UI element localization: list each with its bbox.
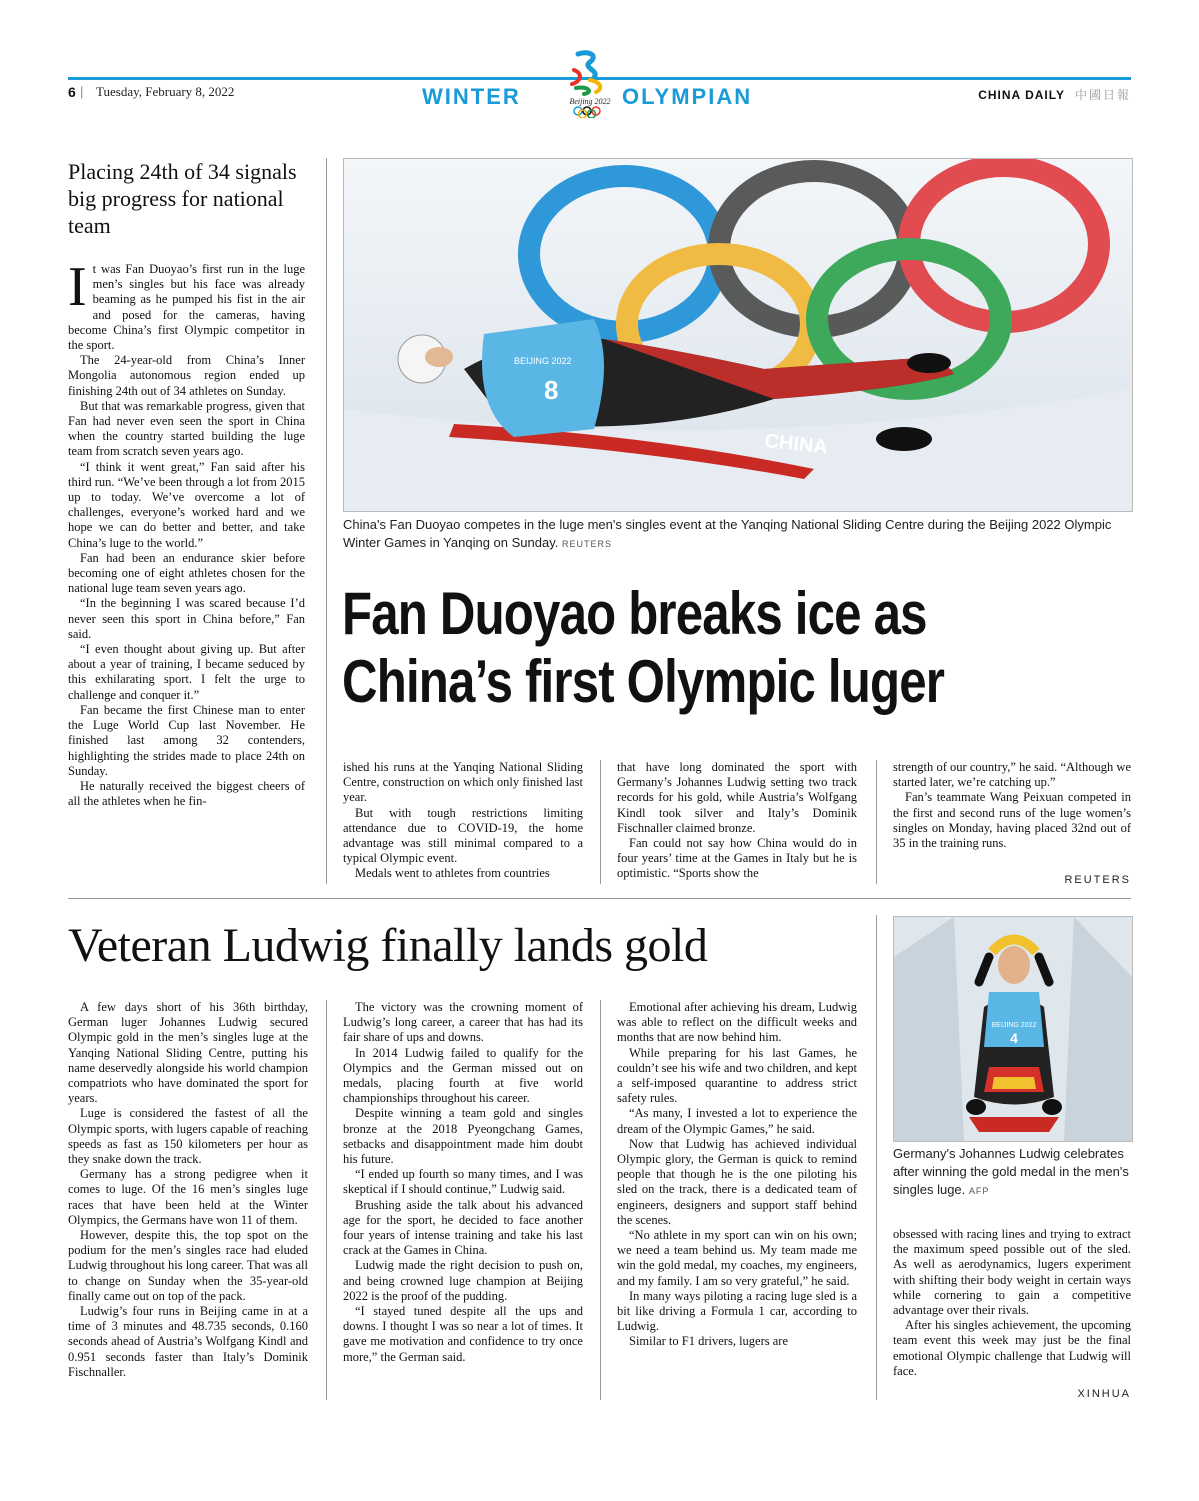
- story2-paragraph: Emotional after achieving his dream, Ludwig was able to reflect on the difficult weeks and months that are now behind him.: [617, 1000, 857, 1045]
- story2-column-3: [617, 1000, 857, 1350]
- story2-paragraph: “I ended up fourth so many times, and I was skeptical if I should continue,” Ludwig said.: [343, 1167, 583, 1197]
- story1-paragraph: that have long dominated the sport with Germany’s Johannes Ludwig setting two track records for his gold, while Austria’s Wolfgang Kindl took silver and Italy’s Dominik Fischnaller claimed bronze.: [617, 760, 857, 835]
- newspaper-name-cn: 中國日報: [1074, 88, 1131, 102]
- story2-paragraph: Ludwig made the right decision to push on, and being crowned luge champion at Beijing 2022 is the proof of the pudding.: [343, 1258, 583, 1303]
- ludwig-bib-number: 4: [1010, 1030, 1018, 1046]
- story1-column-1: [68, 256, 305, 809]
- story2-paragraph: In 2014 Ludwig failed to qualify for the Olympics and the German missed out on medals, placing fourth at five world championships throughout his career.: [343, 1045, 583, 1106]
- column-rule: [326, 158, 327, 884]
- story2-paragraph: “No athlete in my sport can win on his own; we need a team behind us. My team made me win the gold medal, my coaches, my engineers, and my family. I am so very grateful,” he said.: [617, 1228, 857, 1288]
- story2-photo: [893, 916, 1133, 1142]
- story2-paragraph: However, despite this, the top spot on the podium for the men’s singles race had eluded Ludwig throughout his long career. That was all to change on Sunday when the 35-year-old finally came out on top of the pack.: [68, 1228, 308, 1303]
- story1-headline: [342, 580, 990, 716]
- story2-paragraph: obsessed with racing lines and trying to extract the maximum speed possible out of the sled. As well as aerodynamics, lugers experiment with shifting their body weight in certain ways while cornering to gain a competitive advantage over their rivals.: [893, 1227, 1131, 1318]
- page-date: Tuesday, February 8, 2022: [96, 84, 235, 99]
- story1-column-2: [343, 760, 583, 882]
- column-rule: [326, 1000, 327, 1400]
- story2-paragraph: Now that Ludwig has achieved individual Olympic glory, the German is quick to remind people that though he is the one piloting his sled on the track, there is a dedicated team of engineers, designers and support staff behind the scenes.: [617, 1136, 857, 1227]
- story1-paragraph: Fan could not say how China would do in four years’ time at the Games in Italy but he is optimistic. “Sports show the: [617, 836, 857, 881]
- story1-paragraph: He naturally received the biggest cheers of all the athletes when he fin-: [68, 778, 305, 809]
- beijing-2022-emblem: [560, 48, 620, 118]
- story2-paragraph: Similar to F1 drivers, lugers are: [629, 1334, 788, 1349]
- story1-paragraph: It was Fan Duoyao’s first run in the luge men’s singles but his face was already beaming as he pumped his fist in the air and posed for the cameras, having become China’s first Olympic competitor in the sport.: [68, 256, 305, 353]
- story2-photo-caption: Germany's Johannes Ludwig celebrates after winning the gold medal in the men's singles luge. AFP: [893, 1146, 1129, 1197]
- story2-photo-credit: AFP: [968, 1186, 990, 1196]
- story1-paragraph: strength of our country,” he said. “Although we started later, we’re catching up.”: [893, 760, 1131, 790]
- story1-column-3: [617, 760, 857, 882]
- header-divider: |: [80, 84, 84, 99]
- column-rule: [600, 1000, 601, 1400]
- story2-paragraph: Ludwig’s four runs in Beijing came in at a time of 3 minutes and 48.735 seconds, 0.160 seconds ahead of Austria’s Wolfgang Kindl and 0.951 seconds faster than Italy’s Dominik Fischnaller.: [68, 1304, 308, 1379]
- newspaper-name: CHINA DAILY: [978, 88, 1065, 102]
- story2-paragraph: Despite winning a team gold and singles bronze at the 2018 Pyeongchang Games, setbacks and disappointment made him doubt his future.: [343, 1106, 583, 1167]
- story1-photo-credit: REUTERS: [561, 539, 612, 549]
- newspaper-masthead: [978, 86, 1131, 103]
- story1-paragraph: “In the beginning I was scared because I’d never seen this sport in China before,” Fan said.: [68, 596, 305, 641]
- story1-paragraph: “I think it went great,” Fan said after his third run. “We’ve been through a lot from 2015 up to today. We’ve overcome a lot of challenges, everyone’s worked hard and we hope we can do better and better, and take China’s luge to the world.”: [68, 459, 305, 550]
- story1-headline-line1: Fan Duoyao breaks ice as: [342, 580, 927, 647]
- story1-headline-line2: China’s first Olympic luger: [342, 648, 945, 715]
- story1-paragraph: Fan had been an endurance skier before becoming one of eight athletes chosen for the national luge team seven years ago.: [68, 550, 305, 596]
- story1-photo: [343, 158, 1133, 512]
- story1-byline: REUTERS: [1064, 874, 1131, 886]
- story2-column-1: [68, 1000, 308, 1380]
- story2-paragraph: Germany has a strong pedigree when it comes to luge. Of the 16 men’s singles luge races that have been held at the Winter Olympics, the Germans have won 11 of them.: [68, 1167, 308, 1227]
- suit-text: CHINA: [763, 430, 829, 459]
- story2-paragraph: A few days short of his 36th birthday, German luger Johannes Ludwig secured Olympic gold in the men’s singles luge at the Yanqing National Sliding Centre, putting his name deservedly alongside his world champion compatriots who have dominated the sport for years.: [68, 1000, 308, 1106]
- story1-paragraph: “I even thought about giving up. But after about a year of training, I became seduced by this exhilarating sport. I felt the urge to challenge and conquer it.”: [68, 642, 305, 702]
- column-rule: [876, 915, 877, 1400]
- story1-paragraph: The 24-year-old from China’s Inner Mongolia autonomous region ended up finishing 24th out of 34 athletes on Sunday.: [68, 353, 305, 398]
- column-rule: [876, 760, 877, 884]
- section-title-left: WINTER: [422, 84, 521, 109]
- column-rule: [600, 760, 601, 884]
- bib-number: 8: [544, 375, 559, 405]
- story1-paragraph: Fan became the first Chinese man to enter the Luge World Cup last November. He finished last among 32 contenders, highlighting the strides made to place 24th on Sunday.: [68, 702, 305, 778]
- drop-cap: I: [68, 256, 87, 318]
- story2-column-4: [893, 1227, 1131, 1379]
- page-number: 6: [68, 84, 76, 100]
- story1-paragraph: But that was remarkable progress, given that Fan had never even seen the sport in China when the country started building the luge team from scratch seven years ago.: [68, 398, 305, 459]
- ludwig-bib-text: BEIJING 2022: [991, 1022, 1037, 1029]
- story2-paragraph: After his singles achievement, the upcoming team event this week may just be the final emotional Olympic challenge that Ludwig will face.: [893, 1318, 1131, 1378]
- story2-paragraph: Luge is considered the fastest of all the Olympic sports, with lugers capable of reaching speeds as fast as 150 kilometers per hour as they snake down the track.: [68, 1106, 308, 1167]
- story1-paragraph: Medals went to athletes from countries: [355, 866, 550, 881]
- story2-paragraph: “I stayed tuned despite all the ups and downs. I thought I was so near a lot of times. It gave me motivation and confidence to try once more,” the German said.: [343, 1304, 583, 1364]
- story1-paragraph: ished his runs at the Yanqing National Sliding Centre, construction on which only finished last year.: [343, 760, 583, 805]
- story2-headline: Veteran Ludwig finally lands gold: [68, 919, 708, 972]
- story2-paragraph: In many ways piloting a racing luge sled is a bit like driving a Formula 1 car, according to Ludwig.: [617, 1288, 857, 1334]
- luge-photo-illustration: [344, 159, 1132, 511]
- story1-kicker: Placing 24th of 34 signals big progress for national team: [68, 159, 297, 238]
- ludwig-photo-illustration: [894, 917, 1132, 1141]
- story2-paragraph: “As many, I invested a lot to experience the dream of the Olympic Games,” he said.: [617, 1106, 857, 1136]
- story2-paragraph: While preparing for his last Games, he couldn’t see his wife and two children, and kept a self-imposed quarantine to address strict safety rules.: [617, 1045, 857, 1106]
- story1-paragraph: But with tough restrictions limiting attendance due to COVID-19, the home advantage was still minimal compared to a typical Olympic event.: [343, 805, 583, 866]
- story1-column-4: [893, 760, 1131, 851]
- story1-photo-caption: China's Fan Duoyao competes in the luge men's singles event at the Yanqing National Sliding Centre during the Beijing 2022 Olympic Winter Games in Yanqing on Sunday. REUTERS: [343, 517, 1112, 550]
- emblem-text: Beijing 2022: [569, 97, 611, 106]
- story1-paragraph: Fan’s teammate Wang Peixuan competed in the first and second runs of the luge women’s singles on Monday, having placed 32nd out of 35 in the training runs.: [893, 790, 1131, 851]
- story2-byline: XINHUA: [1077, 1388, 1131, 1400]
- story-divider: [68, 898, 1131, 899]
- story2-paragraph: The victory was the crowning moment of Ludwig’s long career, a career that has had its fair share of ups and downs.: [343, 1000, 583, 1045]
- story2-paragraph: Brushing aside the talk about his advanced age for the sport, he decided to face another four years of intense training and take his last crack at the Games in China.: [343, 1197, 583, 1258]
- bib-text: BEIJING 2022: [514, 356, 572, 366]
- story2-column-2: [343, 1000, 583, 1365]
- section-title-right: OLYMPIAN: [622, 84, 753, 109]
